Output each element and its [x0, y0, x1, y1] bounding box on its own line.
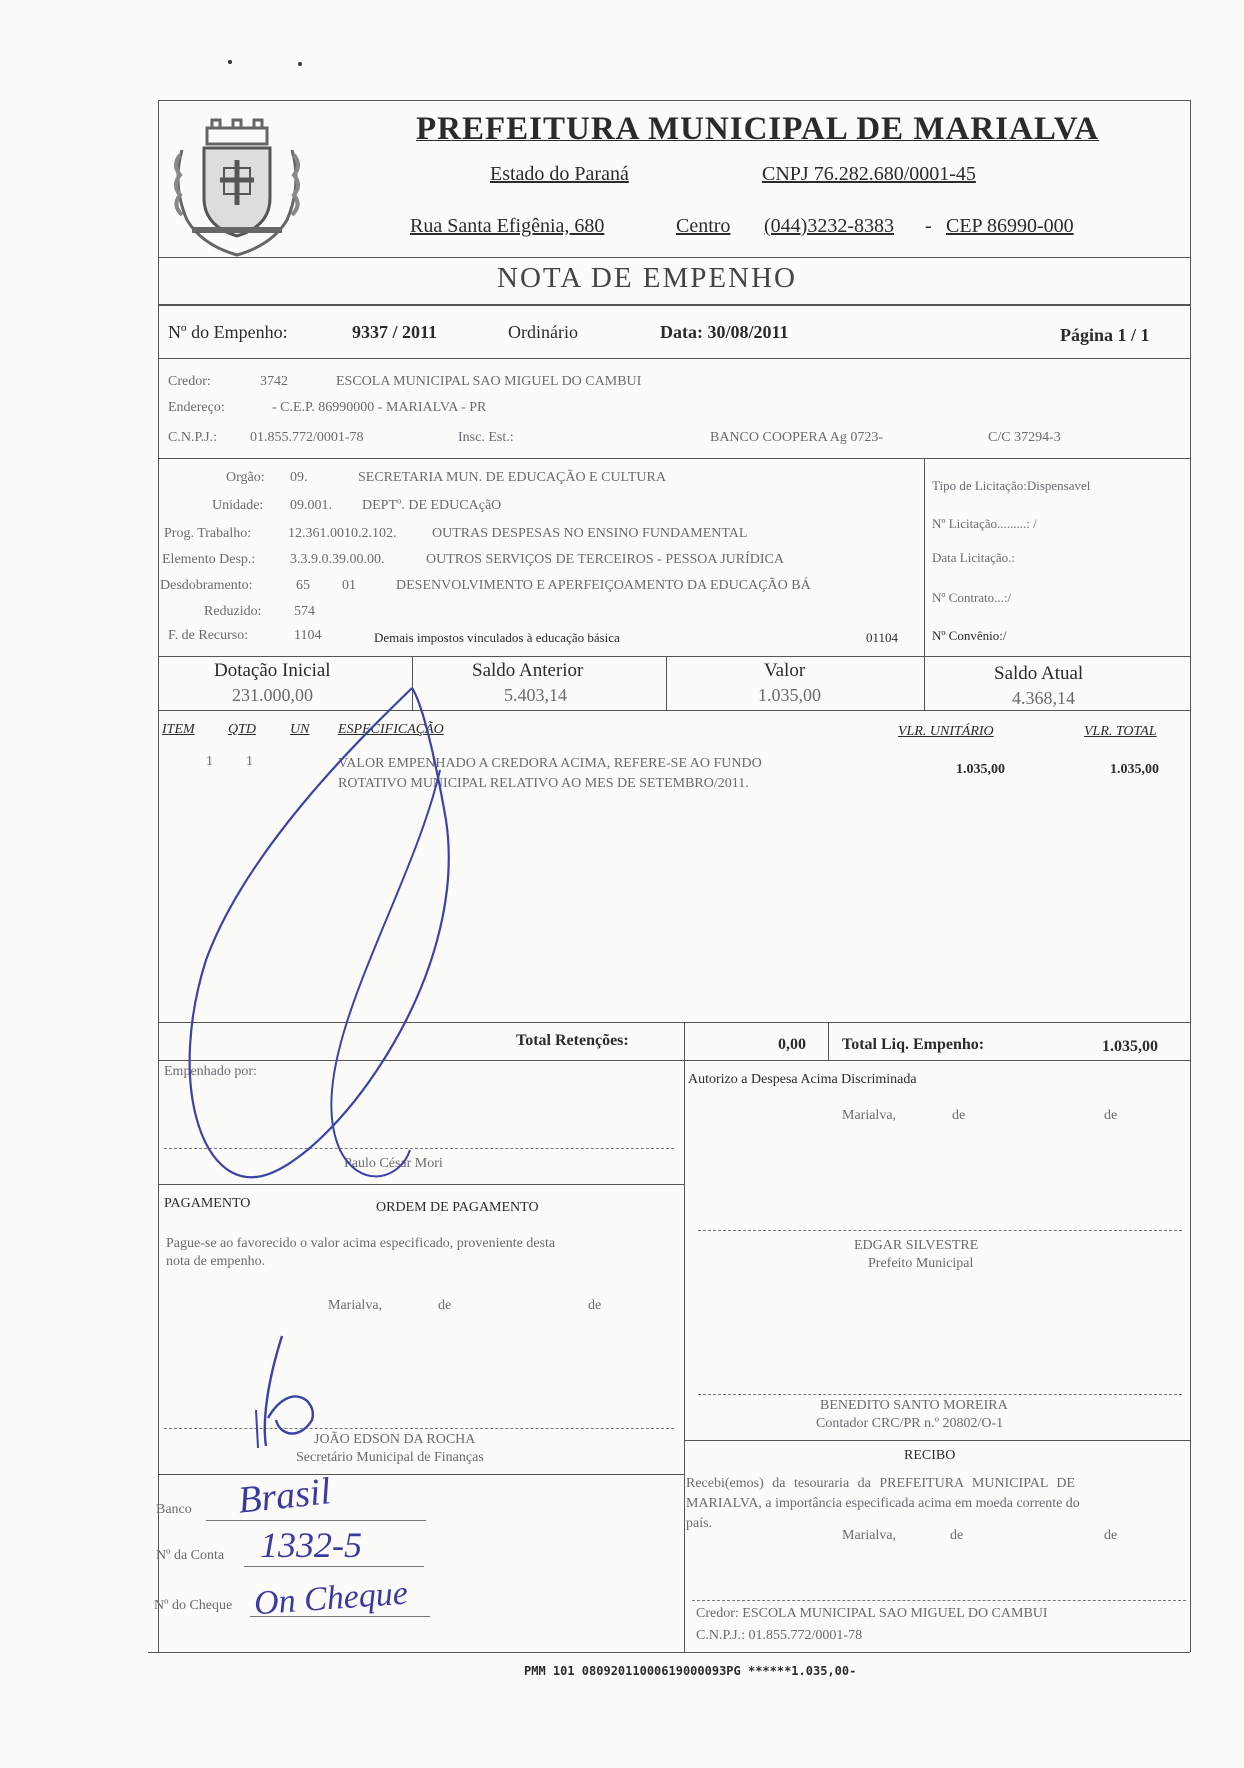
header-divider — [158, 257, 1190, 258]
elem-value: 3.3.9.0.39.00.00. — [290, 552, 385, 567]
saldo-div-3 — [924, 656, 925, 710]
recibo-credor: Credor: ESCOLA MUNICIPAL SAO MIGUEL DO CAMBUI — [696, 1606, 1048, 1621]
recibo-text3: país. — [686, 1516, 713, 1531]
item-unit-value: 1.035,00 — [956, 762, 1005, 777]
insc-label: Insc. Est.: — [458, 430, 514, 445]
recibo-sign-line — [692, 1600, 1186, 1601]
licitacao-numero: Nº Licitação.........: / — [932, 516, 1037, 531]
col-especificacao: ESPECIFICAÇÃO — [338, 722, 444, 737]
pagamento-text1: Pague-se ao favorecido o valor acima especificado, proveniente desta — [166, 1236, 556, 1251]
rec-desc: Demais impostos vinculados à educação básica — [374, 630, 620, 645]
empenho-date: Data: 30/08/2011 — [660, 322, 789, 342]
frame-left — [158, 100, 159, 1652]
contrato-numero: Nº Contrato...:/ — [932, 590, 1012, 605]
org-separator: - — [925, 215, 932, 237]
totals-vdiv-2 — [828, 1022, 829, 1060]
col-vlr-total: VLR. TOTAL — [1084, 724, 1157, 739]
recibo-text1: Recebi(emos) da tesouraria da PREFEITURA MUNICIPAL DE — [686, 1476, 1076, 1491]
retencoes-value: 0,00 — [778, 1036, 806, 1053]
pagamento-place: Marialva, — [328, 1298, 383, 1313]
autorizo-de1: de — [952, 1108, 966, 1123]
red-value: 574 — [294, 604, 315, 619]
saldo-atual-label: Saldo Atual — [994, 663, 1084, 684]
endereco-label: Endereço: — [168, 400, 225, 415]
valor-label: Valor — [764, 660, 806, 681]
org-phone: (044)3232-8383 — [764, 215, 894, 237]
scan-dot — [228, 60, 232, 64]
empenhado-label: Empenhado por: — [164, 1064, 257, 1079]
elem-label: Elemento Desp.: — [162, 552, 256, 567]
rec-code: 01104 — [866, 630, 899, 645]
dotacao-inicial-value: 231.000,00 — [232, 685, 313, 705]
liq-value: 1.035,00 — [1102, 1038, 1158, 1055]
contador-divider — [684, 1440, 1190, 1441]
page-number: Página 1 / 1 — [1060, 325, 1150, 345]
credor-name: ESCOLA MUNICIPAL SAO MIGUEL DO CAMBUI — [336, 374, 642, 389]
contador-sign-line — [698, 1394, 1182, 1395]
col-vlr-unitario: VLR. UNITÁRIO — [898, 724, 994, 739]
saldo-div-2 — [666, 656, 667, 710]
lower-vdiv — [684, 1060, 685, 1652]
org-title: PREFEITURA MUNICIPAL DE MARIALVA — [416, 111, 1100, 147]
prog-value: 12.361.0010.2.102. — [288, 526, 397, 541]
prog-desc: OUTRAS DESPESAS NO ENSINO FUNDAMENTAL — [432, 526, 748, 541]
elem-desc: OUTROS SERVIÇOS DE TERCEIROS - PESSOA JURÍDICA — [426, 552, 785, 567]
banco-value: BANCO COOPERA Ag 0723- — [710, 430, 884, 445]
autorizo-place: Marialva, — [842, 1108, 897, 1123]
contador-name: BENEDITO SANTO MOREIRA — [820, 1398, 1008, 1413]
contador-role: Contador CRC/PR n.º 20802/O-1 — [816, 1416, 1004, 1431]
footer-code: PMM 101 08092011000619000093PG ******1.035,00- — [524, 1664, 857, 1678]
unidade-desc: DEPTº. DE EDUCAçãO — [362, 498, 502, 513]
unidade-value: 09.001. — [290, 498, 332, 513]
item-desc-line1: VALOR EMPENHADO A CREDORA ACIMA, REFERE-SE AO FUNDO — [338, 756, 762, 771]
frame-bottom — [148, 1652, 1190, 1653]
empenhado-name: Paulo César Mori — [344, 1156, 443, 1171]
secretario-name: JOÃO EDSON DA ROCHA — [314, 1432, 476, 1447]
org-address: Rua Santa Efigênia, 680 — [410, 215, 605, 237]
credor-divider — [158, 458, 1190, 459]
col-qtd: QTD — [228, 722, 257, 737]
cheque-handwritten: On Cheque — [252, 1574, 409, 1623]
empenhado-sign-line — [164, 1148, 674, 1149]
pagamento-sign-line — [164, 1428, 674, 1429]
state-name: Estado do Paraná — [490, 163, 629, 185]
desd-b: 01 — [342, 578, 356, 593]
valor-value: 1.035,00 — [758, 685, 821, 705]
item-qtd: 1 — [246, 754, 253, 769]
empenhado-divider — [158, 1184, 684, 1185]
saldo-anterior-label: Saldo Anterior — [472, 660, 584, 681]
saldo-divider — [158, 710, 1190, 711]
recibo-label: RECIBO — [904, 1448, 956, 1463]
pagamento-text2: nota de empenho. — [166, 1254, 266, 1269]
recibo-cnpj: C.N.P.J.: 01.855.772/0001-78 — [696, 1628, 863, 1643]
recibo-de1: de — [950, 1528, 964, 1543]
recibo-text2: MARIALVA, a importância especificada acima em moeda corrente do — [686, 1496, 1080, 1511]
frame-right — [1190, 100, 1191, 1652]
item-total-value: 1.035,00 — [1110, 762, 1159, 777]
saldo-div-1 — [412, 656, 413, 710]
prefeito-role: Prefeito Municipal — [868, 1256, 974, 1271]
dotacao-divider — [158, 656, 1190, 657]
conta-value: C/C 37294-3 — [988, 430, 1061, 445]
convenio-numero: Nº Convênio:/ — [932, 628, 1007, 643]
autorizo-label: Autorizo a Despesa Acima Discriminada — [688, 1072, 917, 1087]
banco-line — [206, 1520, 426, 1521]
orgao-value: 09. — [290, 470, 308, 485]
autorizo-de2: de — [1104, 1108, 1118, 1123]
org-cnpj: CNPJ 76.282.680/0001-45 — [762, 163, 976, 185]
licitacao-tipo: Tipo de Licitação:Dispensavel — [932, 478, 1091, 493]
totals-top-divider — [158, 1022, 1190, 1023]
recibo-place: Marialva, — [842, 1528, 897, 1543]
empenho-type: Ordinário — [508, 322, 578, 342]
conta-line — [244, 1566, 424, 1567]
cnpj-value: 01.855.772/0001-78 — [250, 430, 364, 445]
banco-handwritten: Brasil — [236, 1470, 333, 1522]
saldo-atual-value: 4.368,14 — [1012, 688, 1075, 708]
prog-label: Prog. Trabalho: — [164, 526, 252, 541]
orgao-desc: SECRETARIA MUN. DE EDUCAÇÃO E CULTURA — [358, 470, 666, 485]
org-cep: CEP 86990-000 — [946, 215, 1074, 237]
empenho-divider — [158, 358, 1190, 359]
empenho-label: Nº do Empenho: — [168, 322, 288, 342]
endereco-value: - C.E.P. 86990000 - MARIALVA - PR — [272, 400, 487, 415]
doc-title: NOTA DE EMPENHO — [497, 262, 797, 294]
item-number: 1 — [206, 754, 213, 769]
licitacao-divider — [924, 458, 925, 656]
credor-label: Credor: — [168, 374, 211, 389]
totals-vdiv-1 — [684, 1022, 685, 1060]
recibo-de2: de — [1104, 1528, 1118, 1543]
conta-label: Nº da Conta — [156, 1548, 225, 1563]
banco-label: Banco — [156, 1502, 192, 1517]
desd-a: 65 — [296, 578, 310, 593]
retencoes-label: Total Retenções: — [516, 1032, 629, 1049]
empenho-number: 9337 / 2011 — [352, 322, 438, 342]
pagamento-divider — [158, 1474, 684, 1475]
totals-bottom-divider — [158, 1060, 1190, 1061]
col-item: ITEM — [162, 722, 195, 737]
ordem-label: ORDEM DE PAGAMENTO — [376, 1200, 539, 1215]
red-label: Reduzido: — [204, 604, 262, 619]
pagamento-de1: de — [438, 1298, 452, 1313]
org-district: Centro — [676, 215, 731, 237]
cnpj-label: C.N.P.J.: — [168, 430, 218, 445]
conta-handwritten: 1332-5 — [260, 1525, 362, 1565]
liq-label: Total Liq. Empenho: — [842, 1036, 985, 1053]
frame-top — [158, 100, 1190, 101]
desd-label: Desdobramento: — [160, 578, 253, 593]
credor-code: 3742 — [260, 374, 288, 389]
prefeito-name: EDGAR SILVESTRE — [854, 1238, 979, 1253]
desd-desc: DESENVOLVIMENTO E APERFEIÇOAMENTO DA EDUCAÇÃO BÁ — [396, 578, 811, 593]
scan-dot — [298, 62, 302, 66]
saldo-anterior-value: 5.403,14 — [504, 685, 567, 705]
licitacao-data: Data Licitação.: — [932, 550, 1016, 565]
dotacao-inicial-label: Dotação Inicial — [214, 660, 331, 681]
item-desc-line2: ROTATIVO MUNICIPAL RELATIVO AO MES DE SETEMBRO/2011. — [338, 776, 749, 791]
unidade-label: Unidade: — [212, 498, 264, 513]
autorizo-sign-line — [698, 1230, 1182, 1231]
cheque-label: Nº do Cheque — [154, 1598, 233, 1613]
rec-value: 1104 — [294, 628, 322, 643]
rec-label: F. de Recurso: — [168, 628, 249, 643]
col-un: UN — [290, 722, 310, 737]
pagamento-de2: de — [588, 1298, 602, 1313]
orgao-label: Orgão: — [226, 470, 265, 485]
secretario-role: Secretário Municipal de Finanças — [296, 1450, 484, 1465]
coat-of-arms — [162, 110, 312, 260]
pagamento-label: PAGAMENTO — [164, 1196, 251, 1211]
title-divider — [158, 304, 1190, 306]
